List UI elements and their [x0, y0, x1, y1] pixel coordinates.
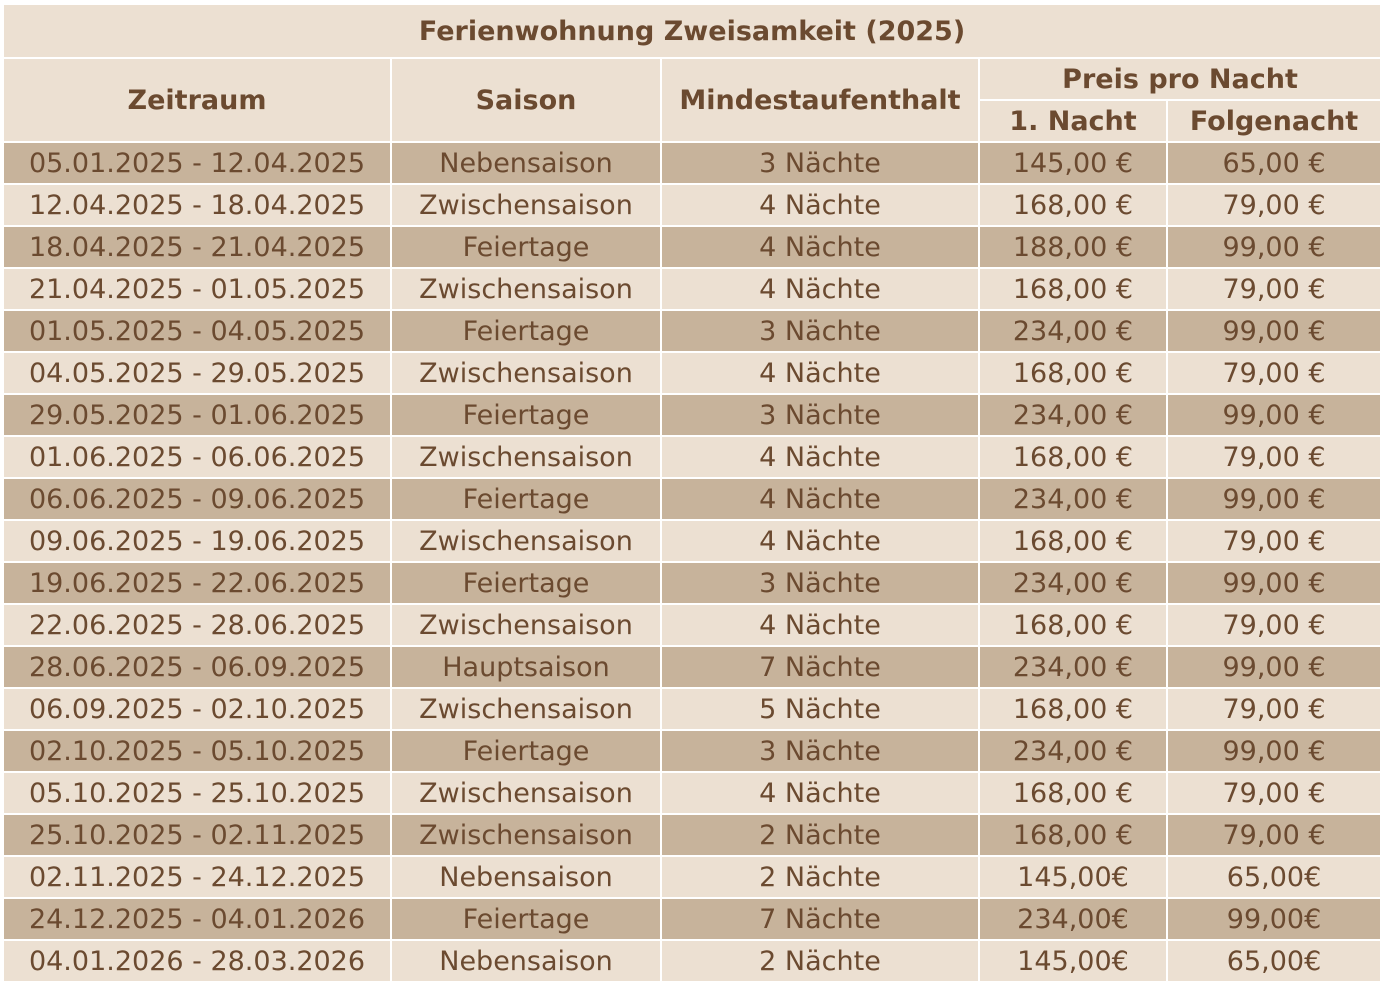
table-row: [3, 184, 1381, 226]
cell-zeitraum: 18.04.2025 - 21.04.2025: [3, 226, 391, 268]
cell-folgenacht: 99,00 €: [1167, 394, 1381, 436]
cell-folgenacht: 99,00 €: [1167, 562, 1381, 604]
cell-erste-nacht: 168,00 €: [979, 520, 1167, 562]
cell-folgenacht: 79,00 €: [1167, 436, 1381, 478]
table-row: [3, 730, 1381, 772]
cell-erste-nacht: 234,00 €: [979, 310, 1167, 352]
cell-folgenacht: 79,00 €: [1167, 268, 1381, 310]
cell-zeitraum: 06.09.2025 - 02.10.2025: [3, 688, 391, 730]
cell-mindestaufenthalt: 3 Nächte: [661, 730, 979, 772]
cell-folgenacht: 79,00 €: [1167, 604, 1381, 646]
cell-saison: Feiertage: [391, 562, 661, 604]
table-row: [3, 352, 1381, 394]
cell-folgenacht: 99,00 €: [1167, 730, 1381, 772]
cell-folgenacht: 79,00 €: [1167, 184, 1381, 226]
cell-folgenacht: 79,00 €: [1167, 688, 1381, 730]
cell-erste-nacht: 168,00 €: [979, 688, 1167, 730]
cell-saison: Feiertage: [391, 226, 661, 268]
cell-folgenacht: 65,00 €: [1167, 142, 1381, 184]
table-row: [3, 478, 1381, 520]
cell-saison: Feiertage: [391, 394, 661, 436]
cell-saison: Feiertage: [391, 310, 661, 352]
cell-mindestaufenthalt: 4 Nächte: [661, 436, 979, 478]
cell-folgenacht: 65,00€: [1167, 856, 1381, 898]
header-folgenacht: Folgenacht: [1167, 100, 1381, 142]
cell-mindestaufenthalt: 4 Nächte: [661, 604, 979, 646]
cell-mindestaufenthalt: 2 Nächte: [661, 940, 979, 982]
cell-mindestaufenthalt: 2 Nächte: [661, 856, 979, 898]
cell-zeitraum: 24.12.2025 - 04.01.2026: [3, 898, 391, 940]
cell-erste-nacht: 168,00 €: [979, 772, 1167, 814]
cell-erste-nacht: 168,00 €: [979, 184, 1167, 226]
cell-mindestaufenthalt: 7 Nächte: [661, 646, 979, 688]
cell-zeitraum: 01.05.2025 - 04.05.2025: [3, 310, 391, 352]
cell-erste-nacht: 145,00 €: [979, 142, 1167, 184]
cell-folgenacht: 79,00 €: [1167, 352, 1381, 394]
cell-erste-nacht: 168,00 €: [979, 604, 1167, 646]
cell-saison: Zwischensaison: [391, 688, 661, 730]
cell-mindestaufenthalt: 7 Nächte: [661, 898, 979, 940]
cell-saison: Zwischensaison: [391, 352, 661, 394]
cell-zeitraum: 21.04.2025 - 01.05.2025: [3, 268, 391, 310]
cell-mindestaufenthalt: 4 Nächte: [661, 478, 979, 520]
cell-erste-nacht: 168,00 €: [979, 436, 1167, 478]
cell-mindestaufenthalt: 3 Nächte: [661, 394, 979, 436]
table-row: [3, 226, 1381, 268]
cell-zeitraum: 12.04.2025 - 18.04.2025: [3, 184, 391, 226]
cell-erste-nacht: 234,00€: [979, 898, 1167, 940]
cell-erste-nacht: 234,00 €: [979, 478, 1167, 520]
cell-saison: Zwischensaison: [391, 436, 661, 478]
header-saison: Saison: [391, 58, 661, 142]
cell-saison: Feiertage: [391, 898, 661, 940]
table-row: [3, 142, 1381, 184]
cell-erste-nacht: 234,00 €: [979, 646, 1167, 688]
header-preis-pro-nacht: Preis pro Nacht: [979, 58, 1381, 100]
cell-erste-nacht: 168,00 €: [979, 814, 1167, 856]
cell-zeitraum: 22.06.2025 - 28.06.2025: [3, 604, 391, 646]
cell-mindestaufenthalt: 2 Nächte: [661, 814, 979, 856]
table-row: [3, 814, 1381, 856]
table-row: [3, 520, 1381, 562]
table-row: [3, 898, 1381, 940]
table-row: [3, 772, 1381, 814]
cell-mindestaufenthalt: 3 Nächte: [661, 562, 979, 604]
cell-erste-nacht: 168,00 €: [979, 268, 1167, 310]
table-title: Ferienwohnung Zweisamkeit (2025): [3, 4, 1381, 58]
cell-folgenacht: 99,00 €: [1167, 310, 1381, 352]
cell-zeitraum: 04.05.2025 - 29.05.2025: [3, 352, 391, 394]
cell-folgenacht: 79,00 €: [1167, 520, 1381, 562]
cell-saison: Hauptsaison: [391, 646, 661, 688]
cell-mindestaufenthalt: 4 Nächte: [661, 772, 979, 814]
table-row: [3, 856, 1381, 898]
cell-mindestaufenthalt: 5 Nächte: [661, 688, 979, 730]
table-row: [3, 394, 1381, 436]
cell-folgenacht: 99,00 €: [1167, 478, 1381, 520]
header-erste-nacht: 1. Nacht: [979, 100, 1167, 142]
cell-saison: Zwischensaison: [391, 268, 661, 310]
cell-erste-nacht: 168,00 €: [979, 352, 1167, 394]
cell-erste-nacht: 234,00 €: [979, 394, 1167, 436]
cell-mindestaufenthalt: 4 Nächte: [661, 184, 979, 226]
cell-folgenacht: 99,00 €: [1167, 646, 1381, 688]
cell-zeitraum: 02.11.2025 - 24.12.2025: [3, 856, 391, 898]
cell-mindestaufenthalt: 3 Nächte: [661, 142, 979, 184]
table-row: [3, 688, 1381, 730]
cell-saison: Nebensaison: [391, 856, 661, 898]
cell-saison: Feiertage: [391, 478, 661, 520]
price-table: [2, 3, 1382, 983]
cell-erste-nacht: 188,00 €: [979, 226, 1167, 268]
table-row: [3, 646, 1381, 688]
cell-zeitraum: 04.01.2026 - 28.03.2026: [3, 940, 391, 982]
cell-zeitraum: 02.10.2025 - 05.10.2025: [3, 730, 391, 772]
table-row: [3, 436, 1381, 478]
cell-mindestaufenthalt: 4 Nächte: [661, 352, 979, 394]
cell-zeitraum: 25.10.2025 - 02.11.2025: [3, 814, 391, 856]
cell-zeitraum: 05.01.2025 - 12.04.2025: [3, 142, 391, 184]
cell-zeitraum: 28.06.2025 - 06.09.2025: [3, 646, 391, 688]
cell-zeitraum: 05.10.2025 - 25.10.2025: [3, 772, 391, 814]
cell-saison: Zwischensaison: [391, 772, 661, 814]
cell-folgenacht: 79,00 €: [1167, 772, 1381, 814]
cell-zeitraum: 29.05.2025 - 01.06.2025: [3, 394, 391, 436]
cell-mindestaufenthalt: 4 Nächte: [661, 268, 979, 310]
cell-folgenacht: 79,00 €: [1167, 814, 1381, 856]
cell-saison: Zwischensaison: [391, 604, 661, 646]
cell-mindestaufenthalt: 4 Nächte: [661, 226, 979, 268]
cell-erste-nacht: 145,00€: [979, 856, 1167, 898]
table-row: [3, 310, 1381, 352]
table-row: [3, 268, 1381, 310]
cell-saison: Zwischensaison: [391, 814, 661, 856]
table-row: [3, 604, 1381, 646]
cell-zeitraum: 09.06.2025 - 19.06.2025: [3, 520, 391, 562]
price-table-container: [2, 3, 1380, 983]
table-row: [3, 940, 1381, 982]
header-zeitraum: Zeitraum: [3, 58, 391, 142]
cell-erste-nacht: 234,00 €: [979, 730, 1167, 772]
cell-saison: Nebensaison: [391, 142, 661, 184]
cell-folgenacht: 99,00€: [1167, 898, 1381, 940]
cell-zeitraum: 01.06.2025 - 06.06.2025: [3, 436, 391, 478]
cell-saison: Nebensaison: [391, 940, 661, 982]
cell-mindestaufenthalt: 3 Nächte: [661, 310, 979, 352]
cell-zeitraum: 19.06.2025 - 22.06.2025: [3, 562, 391, 604]
table-body: [3, 142, 1381, 982]
cell-saison: Feiertage: [391, 730, 661, 772]
cell-erste-nacht: 145,00€: [979, 940, 1167, 982]
cell-mindestaufenthalt: 4 Nächte: [661, 520, 979, 562]
header-mindestaufenthalt: Mindestaufenthalt: [661, 58, 979, 142]
cell-erste-nacht: 234,00 €: [979, 562, 1167, 604]
cell-folgenacht: 99,00 €: [1167, 226, 1381, 268]
cell-saison: Zwischensaison: [391, 184, 661, 226]
cell-saison: Zwischensaison: [391, 520, 661, 562]
cell-zeitraum: 06.06.2025 - 09.06.2025: [3, 478, 391, 520]
table-row: [3, 562, 1381, 604]
cell-folgenacht: 65,00€: [1167, 940, 1381, 982]
